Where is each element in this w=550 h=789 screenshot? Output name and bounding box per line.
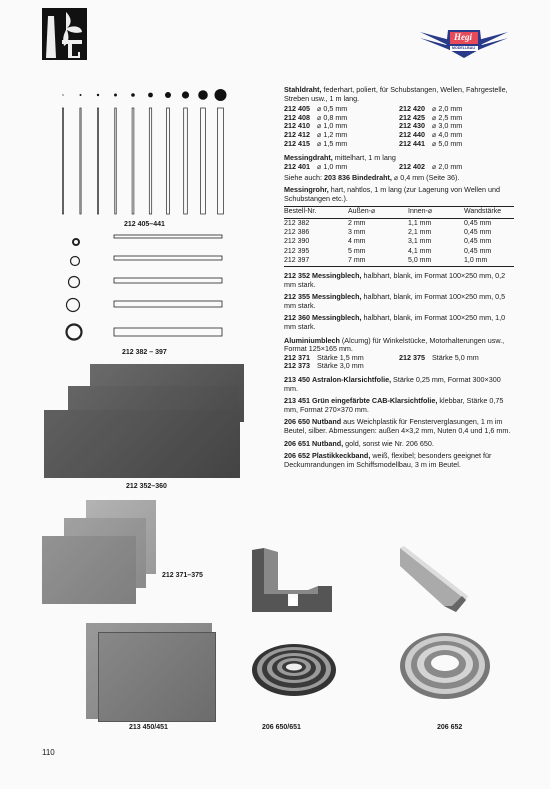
wire-rod bbox=[201, 108, 206, 214]
product-desc: halbhart, blank, im Format 100×250 mm, 0,5 mm stark. bbox=[284, 292, 506, 310]
text-column bbox=[284, 86, 514, 473]
product-nr: 212 371 bbox=[284, 352, 310, 362]
product-nr: 212 360 bbox=[284, 313, 310, 323]
wire-cross-section bbox=[198, 90, 208, 100]
product-name: Messingblech, bbox=[311, 292, 362, 302]
product-entry bbox=[284, 418, 514, 435]
product-desc: Stärke 0,25 mm, Format 300×300 mm. bbox=[284, 375, 501, 393]
table-cell: 212 386 bbox=[284, 228, 310, 236]
wire-rod bbox=[218, 108, 224, 214]
alu-row bbox=[284, 362, 514, 371]
brass-sheet-list bbox=[284, 272, 514, 332]
wire-cross-section bbox=[182, 91, 189, 98]
alu-heading bbox=[284, 337, 514, 354]
caption-foil: 213 450/451 bbox=[129, 724, 168, 731]
brass-wire-size: ⌀ 2,0 mm bbox=[432, 161, 463, 171]
product-entry bbox=[284, 440, 514, 449]
groove-band-profile bbox=[248, 546, 338, 616]
alu-desc: (Alcumg) für Winkelstücke, Motorhalterungen usw., Format 125×165 mm. bbox=[284, 335, 505, 354]
product-nr: 206 652 bbox=[284, 451, 310, 461]
wire-cross-section bbox=[215, 89, 227, 101]
wire-rod bbox=[80, 108, 81, 214]
see-also-rest: ⌀ 0,4 mm (Seite 36). bbox=[391, 173, 460, 183]
brass-wire-size: ⌀ 1,0 mm bbox=[317, 161, 348, 171]
alu-item bbox=[399, 354, 514, 363]
alu-title: Aluminiumblech bbox=[284, 335, 340, 345]
brass-tube-title: Messingrohr, bbox=[284, 184, 329, 194]
steel-wire-size: ⌀ 2,5 mm bbox=[432, 112, 463, 122]
product-name: Grün eingefärbte CAB-Klarsichtfolie, bbox=[311, 396, 438, 406]
steel-wire-nr: 212 430 bbox=[399, 121, 425, 131]
table-cell: 3 mm bbox=[348, 228, 366, 236]
table-cell: 212 390 bbox=[284, 238, 310, 246]
page-number: 110 bbox=[42, 748, 55, 757]
brass-wire-row bbox=[284, 163, 514, 172]
product-desc: klebbar, Stärke 0,75 mm, Format 270×370 mm. bbox=[284, 396, 504, 414]
product-desc: weiß, flexibel; besonders geeignet für Deckumrandungen im Schiffsmodellbau, 3 m im Beutel. bbox=[284, 451, 492, 469]
alu-list bbox=[284, 354, 514, 371]
company-logo bbox=[42, 8, 87, 60]
brass-tube-desc: hart, nahtlos, 1 m lang (zur Lagerung von Wellen und Schubstangen etc.). bbox=[284, 184, 501, 203]
table-cell: 1,1 mm bbox=[408, 219, 432, 227]
product-entry bbox=[284, 376, 514, 393]
table-cell: 2 mm bbox=[348, 219, 366, 227]
table-header: Bestell-Nr. bbox=[284, 207, 348, 219]
caption-groove-band: 206 650/651 bbox=[262, 724, 301, 731]
product-desc: Stärke 1,5 mm bbox=[317, 352, 364, 362]
product-name: Messingblech, bbox=[311, 313, 362, 323]
see-also bbox=[284, 174, 514, 183]
product-desc: Stärke 3,0 mm bbox=[317, 361, 364, 371]
product-desc: gold, sonst wie Nr. 206 650. bbox=[343, 438, 434, 448]
product-nr: 206 650 bbox=[284, 417, 310, 427]
table-row bbox=[284, 219, 514, 229]
steel-wire-nr: 212 440 bbox=[399, 129, 425, 139]
see-also-product: 203 836 Bindedraht, bbox=[323, 173, 392, 183]
steel-wire-size: ⌀ 0,5 mm bbox=[317, 104, 348, 114]
wire-cross-section bbox=[62, 94, 63, 95]
table-cell: 0,45 mm bbox=[464, 219, 492, 227]
steel-wire-size: ⌀ 1,5 mm bbox=[317, 138, 348, 148]
product-nr: 213 451 bbox=[284, 396, 310, 406]
product-nr: 212 355 bbox=[284, 292, 310, 302]
table-cell: 5,0 mm bbox=[408, 257, 432, 265]
steel-wire-size: ⌀ 1,2 mm bbox=[317, 129, 348, 139]
product-name: Messingblech, bbox=[311, 271, 362, 281]
wire-illustration bbox=[58, 88, 228, 216]
steel-wire-list-left bbox=[284, 105, 399, 148]
table-cell: 1,0 mm bbox=[464, 257, 488, 265]
brass-sheet-entry bbox=[284, 272, 514, 289]
product-nr: 212 375 bbox=[399, 352, 425, 362]
product-nr bbox=[399, 362, 432, 371]
steel-wire-nr: 212 410 bbox=[284, 121, 310, 131]
table-row bbox=[284, 247, 514, 256]
alu-sheet-front bbox=[42, 536, 136, 604]
caption-keder-band: 206 652 bbox=[437, 724, 463, 731]
wire-rod bbox=[167, 108, 170, 214]
table-header: Innen-⌀ bbox=[408, 207, 464, 219]
wire-rod bbox=[97, 108, 98, 214]
table-row bbox=[284, 257, 514, 267]
wire-cross-section bbox=[114, 94, 117, 97]
table-cell: 0,45 mm bbox=[464, 228, 492, 236]
steel-wire-nr: 212 415 bbox=[284, 138, 310, 148]
brass-wire-nr: 212 401 bbox=[284, 161, 310, 171]
product-desc: halbhart, blank, im Format 100×250 mm, 1,0 mm stark. bbox=[284, 313, 506, 332]
keder-band-profile bbox=[396, 546, 476, 616]
alu-item bbox=[284, 362, 399, 371]
wire-cross-section bbox=[131, 93, 135, 97]
alu-item bbox=[399, 362, 514, 371]
product-desc: Stärke 5,0 mm bbox=[432, 352, 479, 362]
product-desc: halbhart, blank, im Format 100×250 mm, 0,2 mm stark. bbox=[284, 271, 506, 289]
caption-brass-sheets: 212 352–360 bbox=[126, 483, 167, 490]
table-cell: 4 mm bbox=[348, 238, 366, 246]
table-cell: 4,1 mm bbox=[408, 247, 432, 255]
caption-alu: 212 371–375 bbox=[162, 572, 203, 579]
wire-cross-section bbox=[148, 93, 153, 98]
hegi-logo bbox=[420, 26, 508, 62]
product-name: Astralon-Klarsichtfolie, bbox=[311, 375, 392, 385]
groove-band-coil bbox=[250, 640, 338, 698]
product-name: Nutband bbox=[311, 417, 342, 427]
other-products bbox=[284, 376, 514, 469]
product-nr: 206 651 bbox=[284, 438, 310, 448]
steel-wire-row bbox=[284, 140, 399, 149]
table-header: Wandstärke bbox=[464, 207, 514, 219]
wire-rod bbox=[132, 108, 134, 214]
steel-wire-desc: federhart, poliert, für Schubstangen, Wellen, Fahrgestelle, Streben usw., 1 m lang. bbox=[284, 85, 508, 103]
wire-rod bbox=[62, 108, 63, 214]
table-cell: 2,1 mm bbox=[408, 228, 432, 236]
table-cell: 0,45 mm bbox=[464, 247, 492, 255]
steel-wire-nr: 212 420 bbox=[399, 104, 425, 114]
steel-wire-heading bbox=[284, 86, 514, 103]
product-entry bbox=[284, 452, 514, 469]
table-row bbox=[284, 229, 514, 238]
wire-cross-section bbox=[97, 94, 99, 96]
steel-wire-size: ⌀ 0,8 mm bbox=[317, 112, 348, 122]
product-desc: aus Weichplastik für Fensterverglasungen, 1 m im Beutel, silber. Abmessungen: außen 4×3,2 mm, Nuten 0,4 und 1,6 mm. bbox=[284, 417, 511, 435]
brass-sheet-front bbox=[44, 410, 240, 478]
foil-front bbox=[98, 632, 216, 722]
steel-wire-size: ⌀ 4,0 mm bbox=[432, 129, 463, 139]
steel-wire-nr: 212 412 bbox=[284, 129, 310, 139]
wire-rod bbox=[149, 108, 151, 214]
wire-rod bbox=[115, 108, 116, 214]
steel-wire-nr: 212 405 bbox=[284, 104, 310, 114]
table-cell: 5 mm bbox=[348, 247, 366, 255]
brass-wire-nr: 212 402 bbox=[399, 161, 425, 171]
product-nr: 212 352 bbox=[284, 271, 310, 281]
table-cell: 3,1 mm bbox=[408, 238, 432, 246]
brass-tube-heading bbox=[284, 186, 514, 203]
wire-rod bbox=[184, 108, 188, 214]
steel-wire-size: ⌀ 3,0 mm bbox=[432, 121, 463, 131]
product-name: Nutband, bbox=[311, 438, 344, 448]
product-name: Plastikkeckband, bbox=[311, 451, 371, 461]
keder-band-coil bbox=[398, 628, 492, 702]
table-cell: 212 397 bbox=[284, 257, 310, 265]
brass-sheet-entry bbox=[284, 293, 514, 310]
brass-wire-desc: mittelhart, 1 m lang bbox=[332, 153, 396, 163]
brass-tube-table bbox=[284, 206, 514, 267]
table-cell: 212 395 bbox=[284, 247, 310, 255]
steel-wire-nr: 212 441 bbox=[399, 138, 425, 148]
see-also-label: Siehe auch: bbox=[284, 173, 324, 183]
steel-wire-nr: 212 408 bbox=[284, 112, 310, 122]
steel-wire-size: ⌀ 1,0 mm bbox=[317, 121, 348, 131]
product-nr: 212 373 bbox=[284, 361, 310, 371]
steel-wire-nr: 212 425 bbox=[399, 112, 425, 122]
steel-wire-size: ⌀ 5,0 mm bbox=[432, 138, 463, 148]
steel-wire-size: ⌀ 2,0 mm bbox=[432, 104, 463, 114]
wire-cross-section bbox=[80, 94, 82, 96]
product-nr: 213 450 bbox=[284, 375, 310, 385]
table-cell: 212 382 bbox=[284, 219, 310, 227]
logo-text: Hegi bbox=[454, 32, 472, 42]
steel-wire-list bbox=[284, 105, 514, 148]
steel-wire-row bbox=[399, 140, 514, 149]
wire-cross-section bbox=[165, 92, 171, 98]
brass-sheet-entry bbox=[284, 314, 514, 331]
caption-wire: 212 405–441 bbox=[124, 221, 165, 228]
steel-wire-title: Stahldraht, bbox=[284, 85, 322, 94]
caption-tubes: 212 382 – 397 bbox=[122, 349, 167, 356]
table-row bbox=[284, 238, 514, 247]
table-cell: 7 mm bbox=[348, 257, 366, 265]
table-cell: 0,45 mm bbox=[464, 238, 492, 246]
brass-wire-title: Messingdraht, bbox=[284, 153, 333, 163]
tube-illustration bbox=[58, 232, 228, 344]
product-entry bbox=[284, 397, 514, 414]
steel-wire-list-right bbox=[399, 105, 514, 148]
table-header: Außen-⌀ bbox=[348, 207, 408, 219]
logo-subtext: MODELLBAU bbox=[452, 46, 475, 50]
